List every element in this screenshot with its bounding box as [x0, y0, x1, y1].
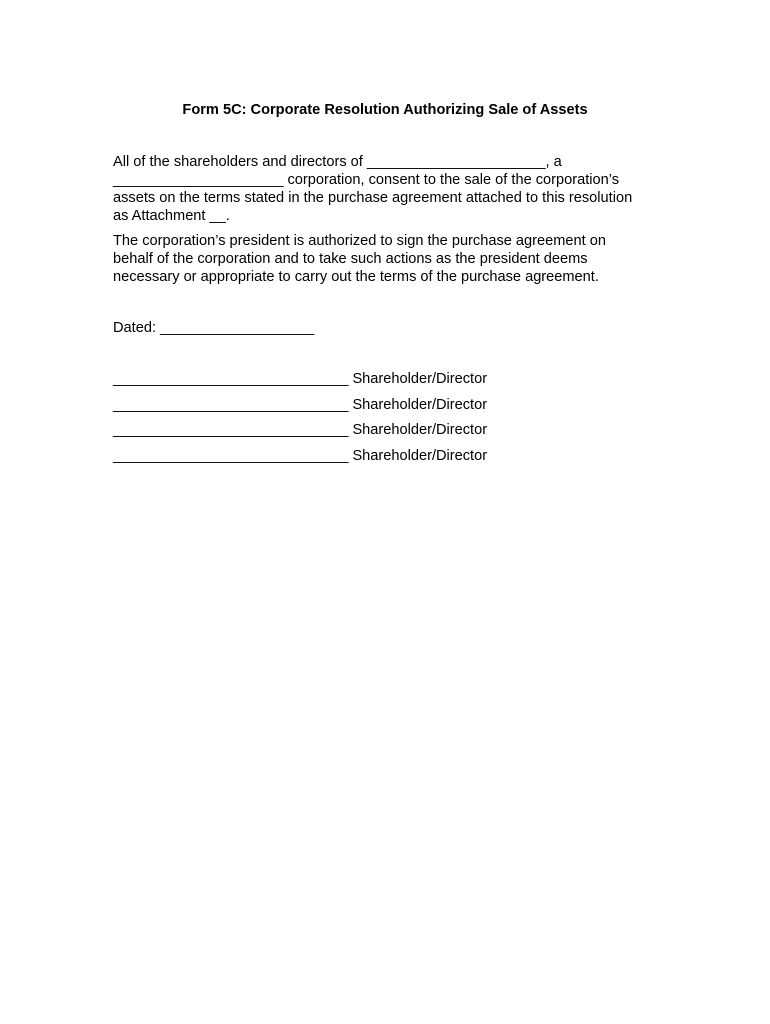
- signature-blank: _____________________________: [113, 447, 349, 464]
- signature-role: Shareholder/Director: [352, 396, 488, 413]
- dated-line: Dated: ___________________: [113, 320, 315, 336]
- document-title: Form 5C: Corporate Resolution Authorizing Sale of Assets: [182, 102, 588, 118]
- authorization-line-3: necessary or appropriate to carry out the terms of the purchase agreement.: [113, 269, 599, 285]
- consent-line-4: as Attachment __.: [113, 208, 230, 224]
- signature-blank: _____________________________: [113, 396, 349, 413]
- signature-role: Shareholder/Director: [352, 422, 488, 438]
- signature-blank: _____________________________: [113, 422, 349, 438]
- signature-block: [113, 370, 487, 472]
- authorization-line-2: behalf of the corporation and to take such actions as the president deems: [113, 251, 588, 267]
- signature-role: Shareholder/Director: [352, 371, 488, 387]
- authorization-paragraph: [113, 232, 673, 286]
- consent-line-1: All of the shareholders and directors of ______________________, a: [113, 154, 562, 170]
- consent-line-2: _____________________ corporation, consent to the sale of the corporation’s: [113, 172, 620, 188]
- signature-line: [113, 396, 487, 414]
- consent-line-3: assets on the terms stated in the purchase agreement attached to this resolution: [113, 190, 633, 206]
- signature-line: [113, 421, 487, 439]
- signature-line: [113, 370, 487, 388]
- signature-role: Shareholder/Director: [352, 447, 488, 464]
- signature-line: [113, 447, 487, 465]
- authorization-line-1: The corporation’s president is authorized to sign the purchase agreement on: [113, 233, 606, 249]
- consent-paragraph: [113, 153, 673, 225]
- signature-blank: _____________________________: [113, 371, 349, 387]
